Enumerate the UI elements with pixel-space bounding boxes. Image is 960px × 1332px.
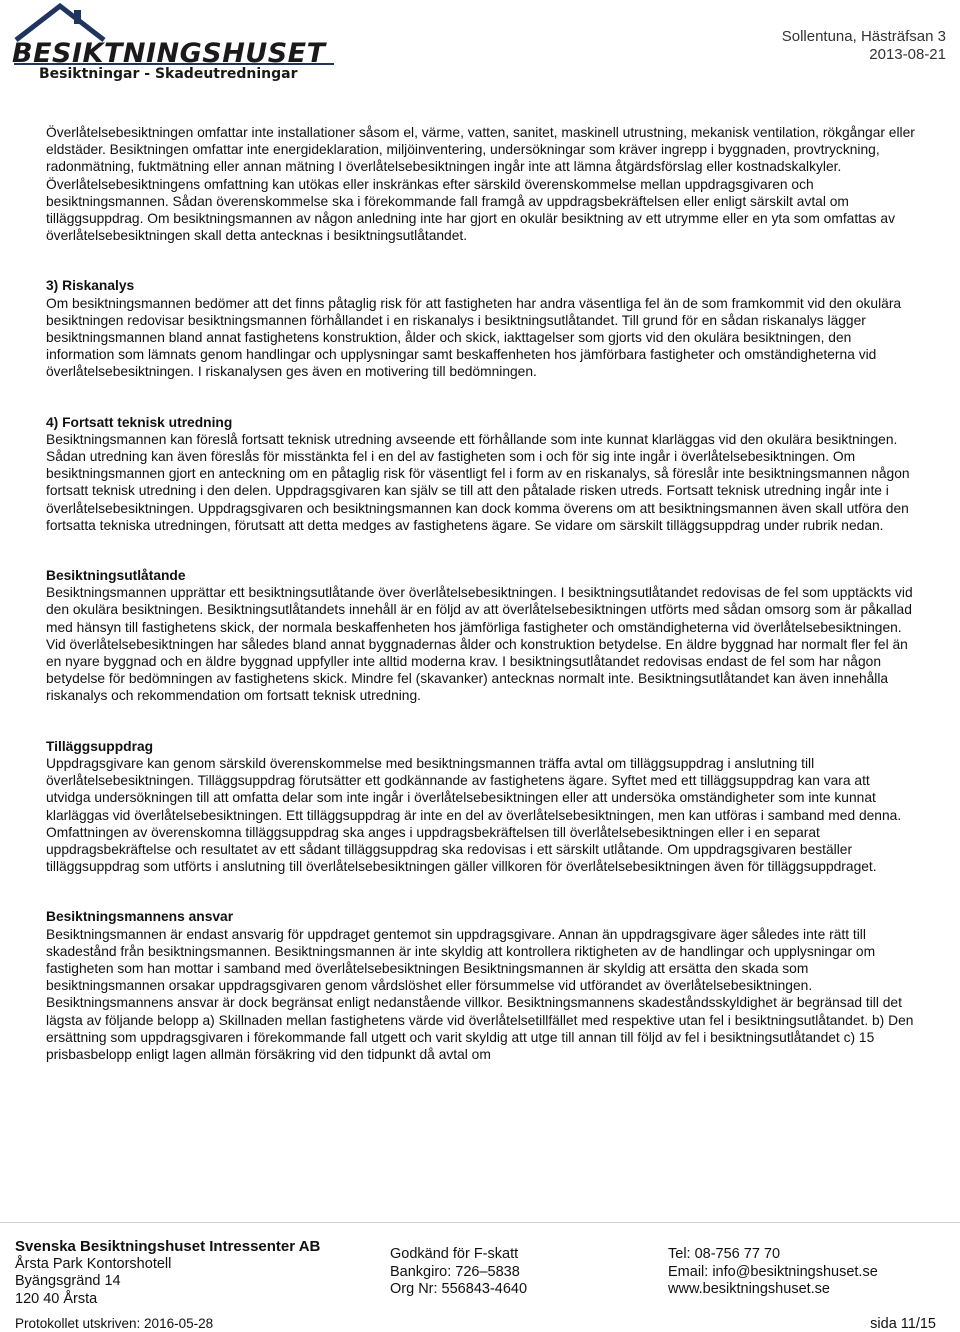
document-header-info <box>782 28 946 64</box>
footer-phone: Tel: 08-756 77 70 <box>668 1246 781 1262</box>
section-heading: Tilläggsuppdrag <box>46 738 154 754</box>
logo-name: BESIKTNINGSHUSET <box>12 38 326 69</box>
section-body: Besiktningsmannen kan föreslå fortsatt teknisk utredning avseende ett förhållande som inte kunnat klarläggas vid den okulära besiktningen. Sådan utredning kan även föreslås för misstänkta fel i en del av fastigheten som i och för sig inte ingår i överlåtelsebesiktningen. Om besiktningsmannen gjort en anteckning om en påtaglig risk för väsentligt fel i form av en riskanalys, så föreslår inte besiktningsmannen någon fortsatt teknisk utredning i den delen. Uppdragsgivaren kan själv se till att den påtalade risken utreds. Fortsatt teknisk utredning ingår inte i överlåtelsebesiktningen. Uppdragsgivaren och besiktningsmannen kan dock komma överens om att besiktningsmannen även skall utföra den fortsatta tekniska utredningen, förutsatt att detta medges av fastighetens ägare. Se vidare om särskilt tilläggsuppdrag under rubrik nedan. <box>46 431 910 533</box>
footer-company-name: Svenska Besiktningshuset Intressenter AB <box>15 1238 321 1255</box>
section-fortsatt-utredning <box>46 414 918 534</box>
footer-divider <box>0 1222 960 1223</box>
page-number: sida 11/15 <box>870 1316 936 1332</box>
section-heading: 3) Riskanalys <box>46 278 135 294</box>
logo-subtitle: Besiktningar - Skadeutredningar <box>39 66 298 82</box>
section-ansvar <box>46 908 918 1063</box>
section-heading: Besiktningsutlåtande <box>46 568 186 584</box>
section-body: Om besiktningsmannen bedömer att det finns påtaglig risk för att fastigheten har andra väsentliga fel än de som framkommit vid den okulära besiktningen redovisar besiktningsmannen förhållandet i en riskanalys i besiktningsutlåtandet. Till grund för en sådan riskanalys lägger besiktningsmannen bland annat fastighetens konstruktion, ålder och skick, iakttagelser som gjorts vid den okulära besiktningen, den information som lämnats genom handlingar och upplysningar samt beskaffenheten hos jämförbara fastigheter och omständigheterna vid överlåtelsebesiktningen. I riskanalysen ges även en motivering till bedömningen. <box>46 295 902 380</box>
document-body <box>46 124 918 1063</box>
footer-org-nr: Org Nr: 556843-4640 <box>390 1281 528 1297</box>
footer-website: www.besiktningshuset.se <box>668 1281 830 1297</box>
inspection-date: 2013-08-21 <box>869 46 946 63</box>
section-body: Uppdragsgivare kan genom särskild överenskommelse med besiktningsmannen träffa avtal om tilläggsuppdrag i anslutning till överlåtelsebesiktningen. Tilläggsuppdrag förutsätter ett godkännande av fastighetens ägare. Syftet med ett tilläggsuppdrag kan vara att utvidga undersökningen till att omfatta delar som inte ingår i överlåtelsebesiktningen eller att undersöka omständigheter som inte kunnat klarläggas vid överlåtelsebesiktningen. Ett tilläggsuppdrag är inte en del av överlåtelsebesiktningen, men kan utföras i samband med denna. Omfattningen av överenskomna tilläggsuppdrag ska anges i uppdragsbekräftelsen till överlåtelsebesiktningen eller i en separat uppdragsbekräftelse och resultatet av ett sådant tilläggsuppdrag ska redovisas i ett särskilt utlåtande. Om uppdragsgivaren beställer tilläggsuppdrag som utförts i anslutning till överlåtelsebesiktningen gäller villkoren för överlåtelsebesiktningen även för tilläggsuppdraget. <box>46 755 902 875</box>
section-body: Besiktningsmannen upprättar ett besiktningsutlåtande över överlåtelsebesiktningen. I besiktningsutlåtandet redovisas de fel som upptäckts vid den okulära besiktningen. Besiktningsutlåtandets innehåll är en följd av att överlåtelsebesiktningen utförts med sådan omsorg som är påkallad med hänsyn till fastighetens skick, der normala beskaffenheten hos jämförliga fastigheter och omständigheterna vid överlåtelsebesiktningen. Vid överlåtelsebesiktningen har således bland annat byggnadernas ålder och konstruktion betydelse. En äldre byggnad har normalt fler fel än en nyare byggnad och en äldre byggnad uppfyller inte alltid moderna krav. I besiktningsutlåtandet redovisas endast de fel som har någon betydelse för bedömningen av fastighetens skick. Mindre fel (skavanker) antecknas normalt inte. Besiktningsutlåtandet kan även innehålla riskanalys och rekommendation om fortsatt teknisk utredning. <box>46 585 913 704</box>
section-heading: 4) Fortsatt teknisk utredning <box>46 414 233 430</box>
company-logo <box>8 2 338 84</box>
footer-bankgiro: Bankgiro: 726–5838 <box>390 1263 520 1280</box>
footer-company-address <box>15 1238 320 1308</box>
footer-address-line: Årsta Park Kontorshotell <box>15 1255 172 1272</box>
section-tillaggsuppdrag <box>46 738 918 876</box>
footer-contact <box>668 1246 878 1299</box>
section-heading: Besiktningsmannens ansvar <box>46 909 234 925</box>
print-date: Protokollet utskriven: 2016-05-28 <box>15 1316 214 1331</box>
footer-address-line: Byängsgränd 14 <box>15 1273 121 1289</box>
section-body: Överlåtelsebesiktningen omfattar inte installationer såsom el, värme, vatten, sanitet, maskinell utrustning, mekanisk ventilation, rökgångar eller eldstäder. Besiktningen omfattar inte energideklaration, miljöinventering, undersökningar som kräver ingrepp i byggnaden, provtryckning, radonmätning, fuktmätning eller annan mätning I överlåtelsebesiktningen ingår inte att lämna åtgärdsförslag eller kostnadskalkyler. Överlåtelsebesiktningens omfattning kan utökas eller inskränkas efter särskild överenskommelse mellan uppdragsgivaren och besiktningsmannen. Sådan överenskommelse ska i förekommande fall framgå av uppdragsbekräftelsen eller enligt särskilt avtal om tilläggsuppdrag. Om besiktningsmannen av någon anledning inte har gjort en okulär besiktning av ett utrymme eller en yta som omfattas av överlåtelsebesiktningen skall detta antecknas i besiktningsutlåtandet. <box>46 125 915 244</box>
footer-address-line: 120 40 Årsta <box>15 1290 98 1307</box>
footer-email: Email: info@besiktningshuset.se <box>668 1263 878 1280</box>
section-body: Besiktningsmannen är endast ansvarig för uppdraget gentemot sin uppdragsgivare. Annan än uppdragsgivare äger således inte rätt till skadestånd från besiktningsmannen. Besiktningsmannen är inte skyldig att kontrollera riktigheten av de handlingar och upplysningar om fastigheten som han mottar i samband med överlåtelsebesiktningen Besiktningsmannen är skyldig att ersätta den skada som besiktningsmannen orsakar uppdragsgivaren genom vårdslöshet eller försummelse vid utförandet av överlåtelsebesiktningen. Besiktningsmannens ansvar är dock begränsat enligt nedanstående villkor. Besiktningsmannens skadeståndsskyldighet är begränsad till det lägsta av följande belopp a) Skillnaden mellan fastighetens värde vid överlåtelsetillfället med respektive utan fel i besiktningsutlåtandet. b) Den ersättning som uppdragsgivaren i förekommande fall utgett och varit skyldig att utge till annan till följd av fel i besiktningsutlåtandet c) 15 prisbasbelopp enligt lagen allmän försäkring vid den tidpunkt då avtal om <box>46 926 914 1062</box>
footer-registration <box>390 1246 527 1299</box>
section-scope <box>46 124 918 244</box>
footer-f-skatt: Godkänd för F-skatt <box>390 1246 519 1262</box>
section-riskanalys <box>46 277 918 380</box>
section-besiktningsutlatande <box>46 567 918 705</box>
inspection-location: Sollentuna, Hästräfsan 3 <box>781 28 946 45</box>
